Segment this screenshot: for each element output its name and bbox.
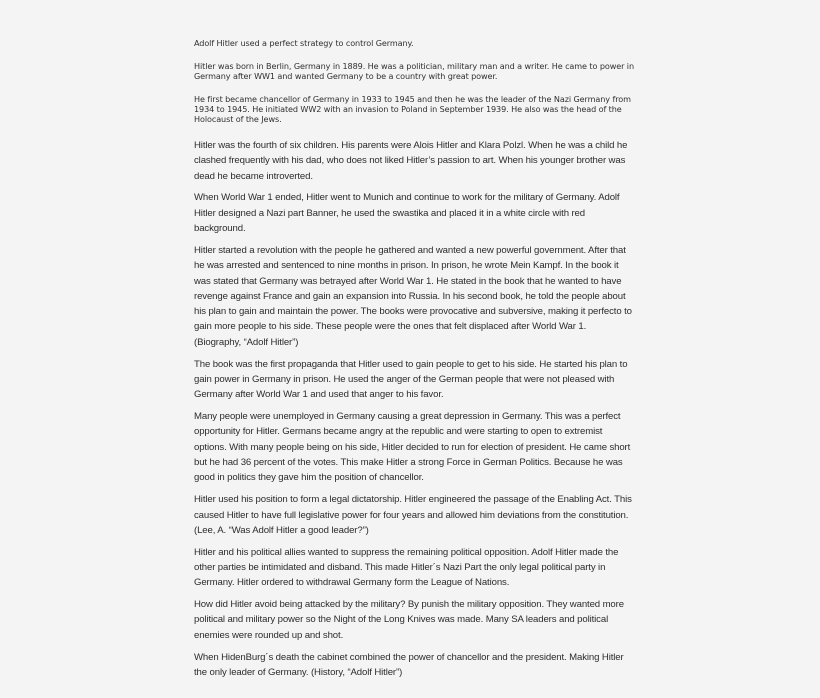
body-paragraph: Hitler used his position to form a legal dictatorship. Hitler engineered the passage of the Enabling Act. This caused Hitler to have full legislative power for four years and allowed him deviations from the constitution. (Lee, A. “Was Adolf Hitler a good leader?”)	[194, 494, 632, 536]
body-paragraph: Hitler and his political allies wanted to suppress the remaining political opposition. Adolf Hitler made the other parties be intimidated and disband. This made Hitler´s Nazi Part the only legal political party in Germany. Hitler ordered to withdrawal Germany form the League of Nations.	[194, 546, 619, 589]
body-paragraph: When HidenBurg´s death the cabinet combined the power of chancellor and the president. Making Hitler the only leader of Germany. (History, “Adolf Hitler”)	[194, 651, 624, 678]
body-paragraph: Hitler started a revolution with the people he gathered and wanted a new powerful government. After that he was arrested and sentenced to nine months in prison. In prison, he wrote Mein Kampf. In the book it was stated that Germany was betrayed after World War 1. He stated in the book that he wanted to have revenge against France and gain an expansion into Russia. In his second book, he told the people about his plan to gain and maintain the power. The books were provocative and subversive, making it perfecto to gain more people to his side. These people were the ones that felt displaced after World War 1. (Biography, “Adolf Hitler”)	[194, 244, 632, 348]
body-paragraph: When World War 1 ended, Hitler went to Munich and continue to work for the military of Germany. Adolf Hitler designed a Nazi part Banner, he used the swastika and placed it in a white circle with red background.	[194, 192, 620, 235]
body-paragraph: Hitler was the fourth of six children. His parents were Alois Hitler and Klara Polzl. When he was a child he clashed frequently with his dad, who does not liked Hitler’s passion to art. When his younger brother was dead he became introverted.	[194, 140, 628, 182]
body-paragraph: Many people were unemployed in Germany causing a great depression in Germany. This was a perfect opportunity for Hitler. Germans became angry at the republic and were starting to open to extremist options. With many people being on his side, Hitler decided to run for election of president. He came short but he had 36 percent of the votes. This make Hitler a strong Force in German Politics. Because he was good in politics they gave him the position of chancellor.	[194, 411, 631, 484]
intro-paragraph: Hitler was born in Berlin, Germany in 1889. He was a politician, military man and a writer. He came to power in Germany after WW1 and wanted Germany to be a country with great power.	[194, 61, 634, 81]
body-paragraph: The book was the first propaganda that Hitler used to gain people to get to his side. He started his plan to gain power in Germany in prison. He used the anger of the German people that were not pleased with Germany after World War 1 and used that anger to his favor.	[194, 358, 628, 401]
intro-paragraph: He first became chancellor of Germany in 1933 to 1945 and then he was the leader of the Nazi Germany from 1934 to 1945. He initiated WW2 with an invasion to Poland in September 1939. He also was the head of the Holocaust of the Jews.	[194, 94, 631, 124]
body-section	[194, 138, 634, 680]
document-page	[194, 38, 634, 687]
intro-section	[194, 38, 634, 124]
document-title: Adolf Hitler used a perfect strategy to control Germany.	[194, 38, 414, 48]
body-paragraph: How did Hitler avoid being attacked by the military? By punish the military opposition. They wanted more political and military power so the Night of the Long Knives was made. Many SA leaders and political enemies were rounded up and shot.	[194, 599, 624, 641]
